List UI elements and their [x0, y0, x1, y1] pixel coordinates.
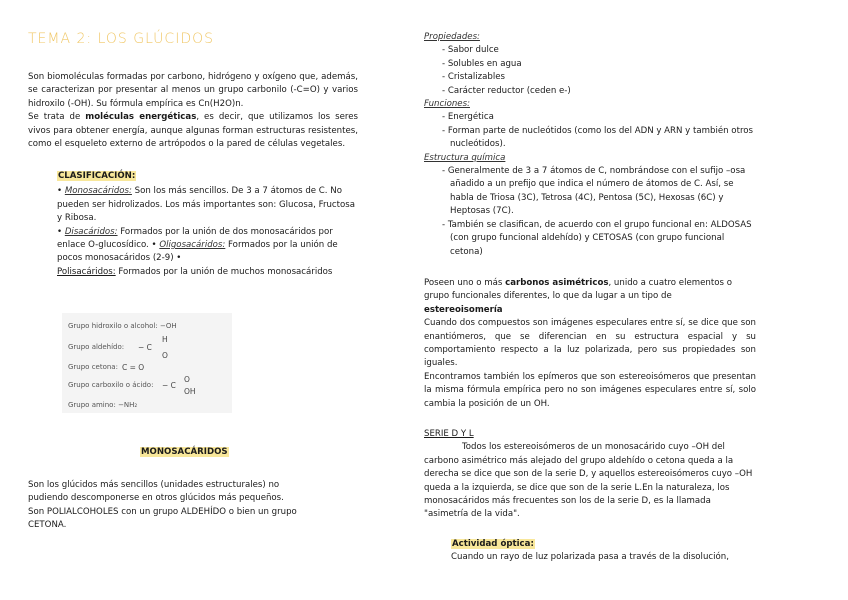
right-column — [424, 31, 756, 259]
intro-paragraph-1: Son biomoléculas formadas por carbono, hidrógeno y oxígeno que, además, se caracterizan por presentar al menos un grupo carbonilo (-C=O) y varios hidroxilo (-OH). Su fórmula empírica es Cn(H2O)n. — [28, 72, 358, 109]
funciones-item: - Forman parte de nucleótidos (como los del ADN y ARN y también otros nucleótidos). — [442, 125, 754, 150]
actividad-text: Cuando un rayo de luz polarizada pasa a través de la disolución, — [451, 552, 729, 563]
estereo-term: estereoisomería — [424, 304, 503, 315]
functional-groups-diagram — [62, 313, 232, 413]
serie-section — [424, 428, 756, 522]
funciones-item: - Energética — [442, 112, 494, 123]
monosacaridos-paragraph-1: Son los glúcidos más sencillos (unidades estructurales) no pudiendo descomponerse en otros glúcidos más pequeños. — [28, 480, 284, 504]
actividad-heading: Actividad óptica: — [452, 539, 534, 549]
propiedades-item: - Cristalizables — [442, 72, 506, 83]
serie-text: Todos los estereoisómeros de un monosacárido cuyo –OH del carbono asimétrico más alejado del grupo aldehído o cetona queda a la derecha se dice que son de la serie D, y aquellos estereoisómeros cuyo –OH queda a la izquierda, se dice que son de la serie L.En la naturaleza, los monosacáridos más frecuentes son los de la serie D, es la llamada "asimetría de la vida". — [424, 442, 753, 520]
propiedades-heading: Propiedades: — [424, 32, 480, 42]
diagram-row-amino: Grupo amino: −NH₂ — [68, 401, 138, 409]
aldehyde-o: O — [162, 351, 168, 360]
propiedades-item: - Solubles en agua — [442, 58, 522, 69]
diagram-row-aldehyde: Grupo aldehído: — [68, 343, 125, 351]
estructura-item: - También se clasifican, de acuerdo con el grupo funcional en: ALDOSAS (con grupo funcional aldehído) y CETOSAS (con grupo funcional cetona) — [442, 219, 752, 257]
aldehyde-h: H — [162, 335, 168, 344]
estereo-paragraph-1: Poseen uno o más carbonos asimétricos, unido a cuatro elementos o grupo funcionales diferentes, lo que da lugar a un tipo de — [424, 278, 732, 302]
di-item: • Disacáridos: Formados por la unión de dos monosacáridos por enlace O-glucosídico. • Oligosacáridos: Formados por la unión de pocos monosacáridos (2-9) • — [57, 226, 338, 264]
monosacaridos-section — [28, 479, 303, 533]
monosacaridos-paragraph-2: Son POLIALCOHOLES con un grupo ALDEHÍDO o bien un grupo CETONA. — [28, 506, 297, 531]
actividad-section — [451, 538, 756, 565]
ketone-formula: C = O — [122, 363, 145, 372]
page-title: TEMA 2: LOS GLÚCIDOS — [28, 31, 215, 47]
aldehyde-c: − C — [138, 343, 152, 352]
diagram-row-carboxyl: Grupo carboxilo o ácido: — [68, 381, 154, 389]
monosacaridos-heading-wrap — [140, 446, 229, 459]
funciones-heading: Funciones: — [424, 99, 470, 110]
carboxyl-c: − C — [162, 381, 176, 390]
carboxyl-oh: OH — [184, 387, 196, 396]
diagram-row-hydroxyl: Grupo hidroxilo o alcohol: −OH — [68, 322, 177, 330]
serie-heading: SERIE D Y L — [424, 429, 474, 439]
clasificacion-section — [57, 170, 357, 279]
poli-item: Polisacáridos: Formados por la unión de muchos monosacáridos — [57, 266, 333, 277]
propiedades-item: - Sabor dulce — [442, 45, 499, 56]
carboxyl-o: O — [184, 375, 190, 384]
propiedades-item: - Carácter reductor (ceden e-) — [442, 85, 571, 96]
diagram-row-ketone: Grupo cetona: — [68, 363, 118, 371]
estereo-section — [424, 277, 756, 411]
monosacaridos-heading: MONOSACÁRIDOS — [141, 447, 228, 457]
intro-paragraph-2: Se trata de moléculas energéticas, es decir, que utilizamos los seres vivos para obtener energía, aunque algunas forman estructuras resistentes, como el esqueleto externo de artrópodos o la pared de células vegetales. — [28, 112, 358, 150]
clasificacion-heading: CLASIFICACIÓN: — [58, 171, 136, 181]
estereo-paragraph-3: Encontramos también los epímeros que son estereoisómeros que presentan la misma fórmula empírica pero no son imágenes especulares entre sí, solo cambia la posición de un OH. — [424, 371, 756, 409]
intro-section — [28, 71, 358, 151]
estructura-heading: Estructura química — [424, 152, 506, 163]
estructura-item: - Generalmente de 3 a 7 átomos de C, nombrándose con el sufijo –osa añadido a un prefijo que indica el número de átomos de C. Así, se habla de Triosa (3C), Tetrosa (4C), Pentosa (5C), Hexosas (6C) y Heptosas (7C). — [442, 166, 746, 217]
estereo-paragraph-2: Cuando dos compuestos son imágenes especulares entre sí, se dice que son enantiómeros, que se diferencian en su estructura espacial y su comportamiento respecto a la luz polarizada, pero sus propiedades son iguales. — [424, 318, 756, 369]
mono-item: • Monosacáridos: Son los más sencillos. De 3 a 7 átomos de C. No pueden ser hidrolizados. Los más importantes son: Glucosa, Fructosa y Ribosa. — [57, 186, 356, 224]
